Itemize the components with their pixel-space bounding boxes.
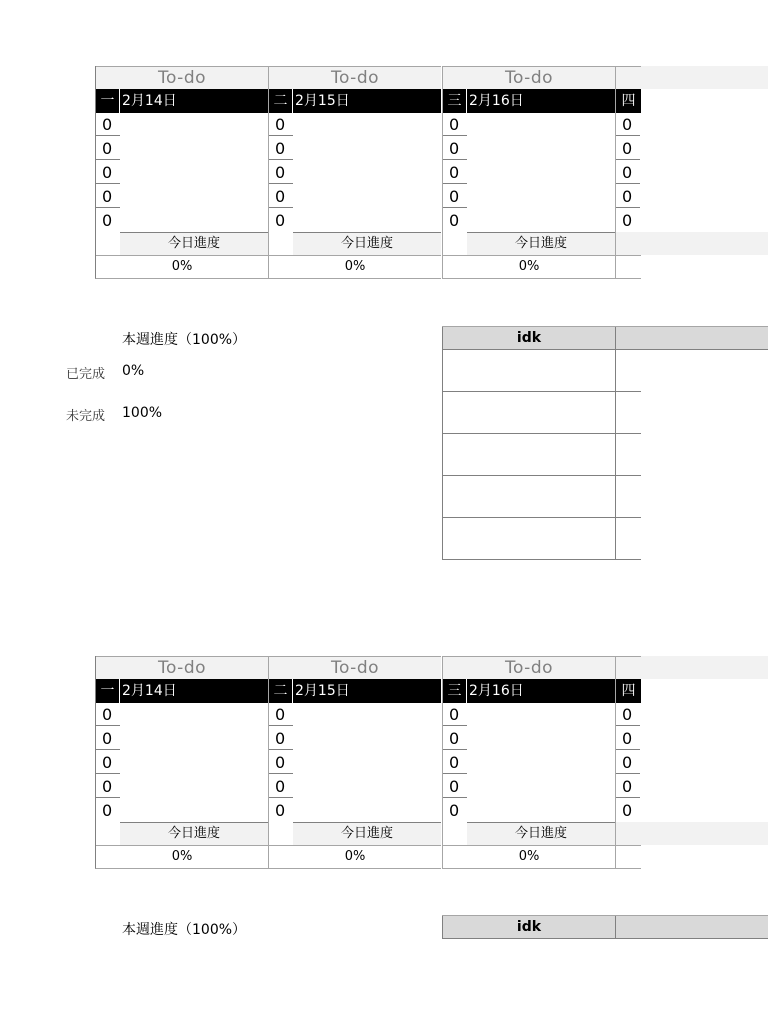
idk-row[interactable]	[442, 518, 641, 560]
idk-table-1	[442, 326, 768, 561]
daily-progress-label: 今日進度	[467, 822, 615, 845]
weekday-cell[interactable]: 二	[269, 679, 293, 703]
day-column-tue	[268, 656, 441, 869]
task-status-cell[interactable]: 0	[269, 185, 293, 208]
weekday-cell[interactable]: 四	[616, 89, 641, 113]
daily-progress-label: 今日進度	[293, 822, 441, 845]
task-status-cell[interactable]: 0	[269, 161, 293, 184]
idk-table-2	[442, 915, 768, 940]
day-bar	[443, 679, 615, 703]
date-cell[interactable]: 2月16日	[469, 93, 524, 109]
todo-header[interactable]: To-do	[443, 656, 615, 679]
task-status-cell[interactable]: 0	[269, 137, 293, 160]
task-status-cell[interactable]: 0	[96, 161, 120, 184]
task-status-cell[interactable]: 0	[449, 801, 460, 820]
task-status-cell[interactable]: 0	[443, 137, 467, 160]
daily-progress-value[interactable]: 0%	[443, 255, 615, 278]
idk-cell[interactable]	[442, 518, 616, 559]
task-status-cell[interactable]: 0	[443, 727, 467, 750]
idk-header[interactable]: idk	[442, 916, 616, 938]
daily-progress-label: 今日進度	[120, 232, 268, 255]
task-status-cell[interactable]: 0	[622, 801, 633, 820]
todo-week-block-1	[0, 66, 768, 280]
idk-row[interactable]	[442, 392, 641, 434]
daily-progress-value[interactable]	[616, 255, 641, 278]
weekly-progress-title[interactable]: 本週進度（100%）	[122, 332, 247, 348]
idk-cell[interactable]	[442, 350, 616, 391]
task-status-cell[interactable]: 0	[102, 801, 113, 820]
weekday-cell[interactable]: 一	[96, 679, 120, 703]
task-status-cell[interactable]: 0	[449, 211, 460, 230]
day-bar	[269, 679, 441, 703]
task-status-cell[interactable]: 0	[96, 113, 120, 136]
date-cell[interactable]: 2月14日	[122, 93, 177, 109]
todo-header[interactable]: To-do	[269, 656, 441, 679]
task-status-cell[interactable]: 0	[616, 185, 640, 208]
day-column-tue	[268, 66, 441, 279]
task-status-cell[interactable]: 0	[269, 775, 293, 798]
task-status-cell[interactable]: 0	[443, 703, 467, 726]
date-cell[interactable]: 2月14日	[122, 683, 177, 699]
task-status-cell[interactable]: 0	[96, 185, 120, 208]
task-status-cell[interactable]: 0	[102, 211, 113, 230]
daily-progress-value[interactable]: 0%	[269, 845, 441, 868]
day-column-mon	[95, 66, 268, 279]
idk-header-row	[442, 326, 768, 350]
date-cell[interactable]: 2月16日	[469, 683, 524, 699]
daily-progress-label: 今日進度	[293, 232, 441, 255]
weekday-cell[interactable]: 一	[96, 89, 120, 113]
idk-row[interactable]	[442, 476, 641, 518]
task-status-cell[interactable]: 0	[443, 161, 467, 184]
daily-progress-value[interactable]	[616, 845, 641, 868]
task-status-cell[interactable]: 0	[616, 703, 640, 726]
undone-value[interactable]: 100%	[122, 405, 163, 421]
day-column-wed	[442, 656, 615, 869]
done-label: 已完成	[66, 367, 106, 382]
task-status-cell[interactable]: 0	[616, 161, 640, 184]
weekday-cell[interactable]: 三	[443, 679, 467, 703]
day-bar	[96, 89, 268, 113]
day-bar	[269, 89, 441, 113]
task-status-cell[interactable]: 0	[275, 211, 286, 230]
day-column-thu-partial	[616, 66, 641, 279]
date-cell[interactable]: 2月15日	[295, 93, 350, 109]
task-status-cell[interactable]: 0	[96, 137, 120, 160]
weekday-cell[interactable]: 四	[616, 679, 641, 703]
todo-week-block-2	[0, 656, 768, 870]
date-cell[interactable]: 2月15日	[295, 683, 350, 699]
todo-header[interactable]: To-do	[443, 66, 615, 89]
daily-progress-value[interactable]: 0%	[443, 845, 615, 868]
todo-header[interactable]: To-do	[269, 66, 441, 89]
daily-progress-label: 今日進度	[467, 232, 615, 255]
idk-row[interactable]	[442, 350, 641, 392]
task-status-cell[interactable]: 0	[269, 727, 293, 750]
todo-header[interactable]	[616, 66, 641, 89]
task-status-cell[interactable]: 0	[443, 185, 467, 208]
idk-row[interactable]	[442, 434, 641, 476]
todo-header[interactable]: To-do	[96, 66, 268, 89]
todo-header[interactable]	[616, 656, 641, 679]
todo-header[interactable]: To-do	[96, 656, 268, 679]
idk-cell[interactable]	[442, 434, 616, 475]
daily-progress-value[interactable]: 0%	[96, 845, 268, 868]
task-status-cell[interactable]: 0	[616, 751, 640, 774]
idk-header-row	[442, 915, 768, 939]
task-status-cell[interactable]: 0	[269, 751, 293, 774]
task-status-cell[interactable]: 0	[443, 113, 467, 136]
day-column-mon	[95, 656, 268, 869]
task-status-cell[interactable]: 0	[96, 703, 120, 726]
task-status-cell[interactable]: 0	[96, 751, 120, 774]
task-status-cell[interactable]: 0	[616, 727, 640, 750]
weekday-cell[interactable]: 二	[269, 89, 293, 113]
daily-progress-label: 今日進度	[120, 822, 268, 845]
weekday-cell[interactable]: 三	[443, 89, 467, 113]
idk-header[interactable]: idk	[442, 327, 616, 349]
task-status-cell[interactable]: 0	[96, 727, 120, 750]
task-status-cell[interactable]: 0	[269, 703, 293, 726]
task-status-cell[interactable]: 0	[269, 113, 293, 136]
task-status-cell[interactable]: 0	[443, 775, 467, 798]
task-status-cell[interactable]: 0	[275, 801, 286, 820]
task-status-cell[interactable]: 0	[622, 211, 633, 230]
undone-label: 未完成	[66, 409, 106, 424]
task-status-cell[interactable]: 0	[616, 775, 640, 798]
weekly-progress-title[interactable]: 本週進度（100%）	[122, 922, 247, 938]
task-status-cell[interactable]: 0	[616, 137, 640, 160]
idk-cell[interactable]	[442, 476, 616, 517]
task-status-cell[interactable]: 0	[443, 751, 467, 774]
daily-progress-value[interactable]: 0%	[269, 255, 441, 278]
day-column-wed	[442, 66, 615, 279]
day-column-thu-partial	[616, 656, 641, 869]
idk-cell[interactable]	[442, 392, 616, 433]
daily-progress-value[interactable]: 0%	[96, 255, 268, 278]
day-bar	[96, 679, 268, 703]
task-status-cell[interactable]: 0	[96, 775, 120, 798]
task-status-cell[interactable]: 0	[616, 113, 640, 136]
done-value[interactable]: 0%	[122, 363, 145, 379]
day-bar	[443, 89, 615, 113]
